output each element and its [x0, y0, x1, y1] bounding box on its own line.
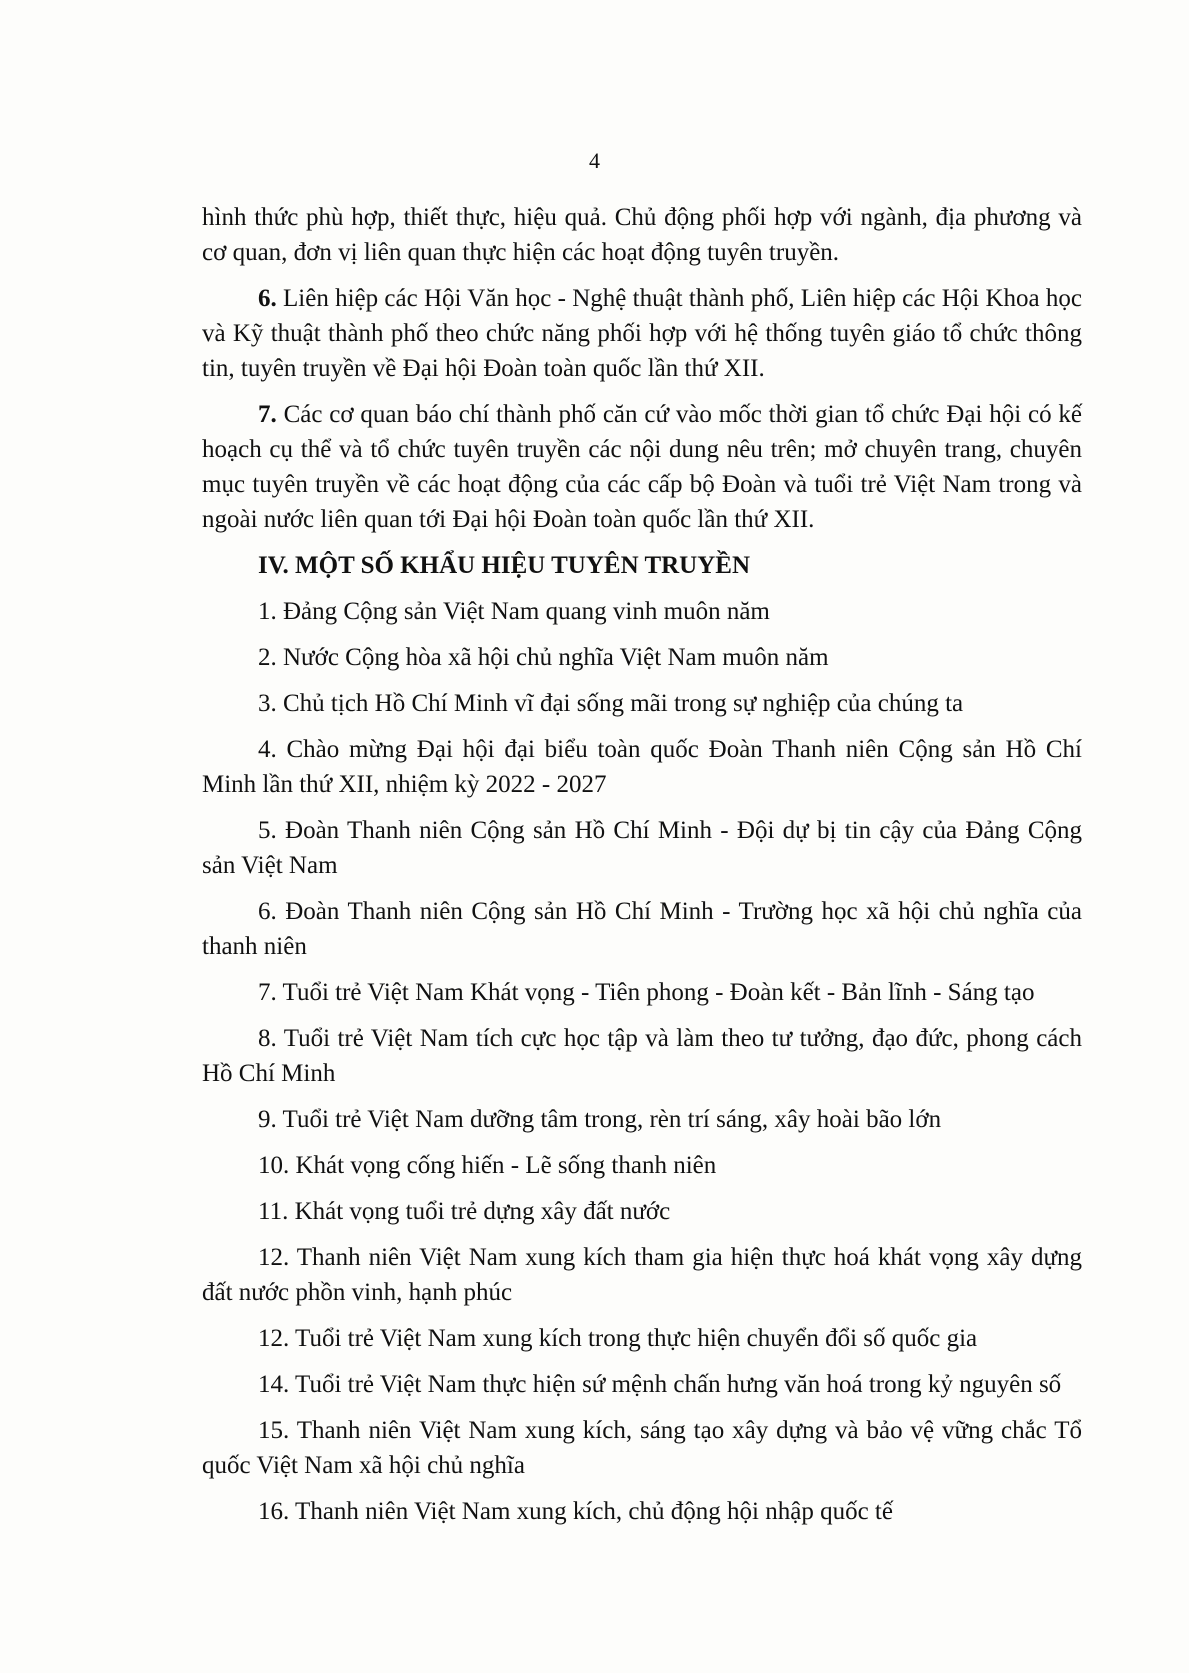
paragraph-text: Các cơ quan báo chí thành phố căn cứ vào mốc thời gian tổ chức Đại hội có kế hoạch cụ thể và tổ chức tuyên truyền các nội dung nêu trên; mở chuyên trang, chuyên mục tuyên truyền về các hoạt động của các cấp bộ Đoàn và tuổi trẻ Việt Nam trong và ngoài nước liên quan tới Đại hội Đoàn toàn quốc lần thứ XII.	[202, 401, 1082, 533]
slogan-item: 3. Chủ tịch Hồ Chí Minh vĩ đại sống mãi trong sự nghiệp của chúng ta	[258, 690, 964, 717]
document-body	[202, 200, 1082, 1540]
paragraph-item-7	[202, 397, 1082, 537]
paragraph-text: hình thức phù hợp, thiết thực, hiệu quả. Chủ động phối hợp với ngành, địa phương và cơ quan, đơn vị liên quan thực hiện các hoạt động tuyên truyền.	[202, 204, 1082, 266]
paragraph-continuation	[202, 200, 1082, 270]
slogan-item: 4. Chào mừng Đại hội đại biểu toàn quốc Đoàn Thanh niên Cộng sản Hồ Chí Minh lần thứ XII, nhiệm kỳ 2022 - 2027	[202, 736, 1082, 798]
slogan-item: 10. Khát vọng cống hiến - Lẽ sống thanh niên	[258, 1152, 717, 1179]
slogan-item: 1. Đảng Cộng sản Việt Nam quang vinh muôn năm	[258, 598, 770, 625]
slogan-item: 5. Đoàn Thanh niên Cộng sản Hồ Chí Minh - Đội dự bị tin cậy của Đảng Cộng sản Việt Nam	[202, 817, 1082, 879]
slogan-item: 14. Tuổi trẻ Việt Nam thực hiện sứ mệnh chấn hưng văn hoá trong kỷ nguyên số	[258, 1371, 1062, 1398]
slogan-item: 11. Khát vọng tuổi trẻ dựng xây đất nước	[258, 1198, 671, 1225]
page-number: 4	[589, 148, 600, 173]
slogan-item: 6. Đoàn Thanh niên Cộng sản Hồ Chí Minh - Trường học xã hội chủ nghĩa của thanh niên	[202, 898, 1082, 960]
section-heading: IV. MỘT SỐ KHẨU HIỆU TUYÊN TRUYỀN	[258, 552, 751, 579]
paragraph-text: Liên hiệp các Hội Văn học - Nghệ thuật thành phố, Liên hiệp các Hội Khoa học và Kỹ thuật thành phố theo chức năng phối hợp với hệ thống tuyên giáo tổ chức thông tin, tuyên truyền về Đại hội Đoàn toàn quốc lần thứ XII.	[202, 285, 1082, 382]
slogan-item: 2. Nước Cộng hòa xã hội chủ nghĩa Việt Nam muôn năm	[258, 644, 829, 671]
slogan-list	[202, 594, 1082, 1529]
paragraph-item-6	[202, 281, 1082, 386]
slogan-item: 7. Tuổi trẻ Việt Nam Khát vọng - Tiên phong - Đoàn kết - Bản lĩnh - Sáng tạo	[258, 979, 1035, 1006]
paragraph-number: 6.	[258, 285, 277, 312]
slogan-item: 16. Thanh niên Việt Nam xung kích, chủ động hội nhập quốc tế	[258, 1498, 893, 1525]
slogan-item: 15. Thanh niên Việt Nam xung kích, sáng tạo xây dựng và bảo vệ vững chắc Tổ quốc Việt Nam xã hội chủ nghĩa	[202, 1417, 1082, 1479]
slogan-item: 9. Tuổi trẻ Việt Nam dưỡng tâm trong, rèn trí sáng, xây hoài bão lớn	[258, 1106, 942, 1133]
slogan-item: 12. Tuổi trẻ Việt Nam xung kích trong thực hiện chuyển đổi số quốc gia	[258, 1325, 978, 1352]
slogan-item: 8. Tuổi trẻ Việt Nam tích cực học tập và làm theo tư tưởng, đạo đức, phong cách Hồ Chí Minh	[202, 1025, 1082, 1087]
paragraph-number: 7.	[258, 401, 277, 428]
slogan-item: 12. Thanh niên Việt Nam xung kích tham gia hiện thực hoá khát vọng xây dựng đất nước phồn vinh, hạnh phúc	[202, 1244, 1082, 1306]
